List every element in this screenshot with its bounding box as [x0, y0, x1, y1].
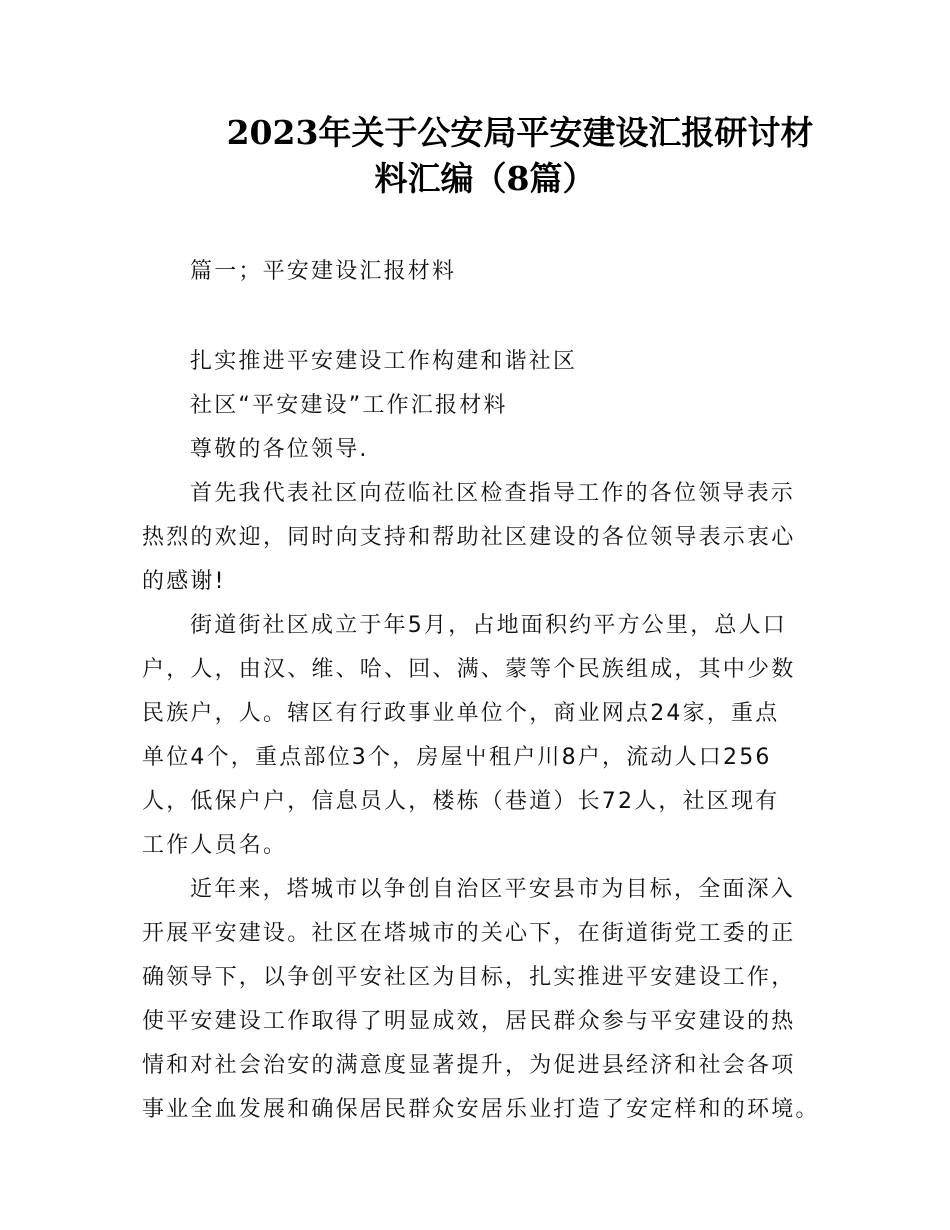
title-line-2: 料汇编（8篇） [374, 159, 596, 198]
document-title [140, 110, 860, 202]
paragraph-line: 街道街社区成立于年5月，占地面积约平方公里，总人口 [190, 613, 787, 638]
paragraph-line: 民族户，人。辖区有行政事业单位个，商业网点24家，重点 [142, 701, 780, 726]
subtitle-2: 社区“平安建设”工作汇报材料 [190, 393, 508, 418]
subtitle-1: 扎实推进平安建设工作构建和谐社区 [190, 349, 578, 374]
paragraph-line: 首先我代表社区向莅临社区检查指导工作的各位领导表示 [190, 481, 796, 506]
paragraph-line: 确领导下，以争创平安社区为目标，扎实推进平安建设工作， [142, 965, 796, 990]
document-body [142, 250, 822, 1132]
paragraph-line: 近年来，塔城市以争创自治区平安县市为目标，全面深入 [190, 877, 796, 902]
paragraph-line: 热烈的欢迎，同时向支持和帮助社区建设的各位领导表示衷心 [142, 525, 796, 550]
paragraph-line: 工作人员名。 [142, 833, 288, 858]
blank-line [142, 294, 822, 340]
paragraph-line: 开展平安建设。社区在塔城市的关心下，在街道街党工委的正 [142, 921, 796, 946]
section-heading: 篇一；平安建设汇报材料 [190, 259, 457, 284]
title-line-1: 2023年关于公安局平安建设汇报研讨材 [226, 113, 814, 152]
paragraph-line: 户，人，由汉、维、哈、回、满、蒙等个民族组成，其中少数 [142, 657, 796, 682]
paragraph-line: 人，低保户户，信息员人，楼栋（巷道）长72人，社区现有 [142, 789, 780, 814]
salutation: 尊敬的各位领导. [190, 437, 369, 462]
paragraph-line: 的感谢! [142, 569, 226, 594]
paragraph-line: 单位4个，重点部位3个，房屋屮租户川8户，流动人口256 [142, 745, 772, 770]
paragraph-line: 使平安建设工作取得了明显成效，居民群众参与平安建设的热 [142, 1009, 796, 1034]
paragraph-line: 事业全血发展和确保居民群众安居乐业打造了安定样和的环境。 [142, 1097, 820, 1122]
paragraph-line: 情和对社会治安的满意度显著提升，为促进县经济和社会各项 [142, 1053, 796, 1078]
